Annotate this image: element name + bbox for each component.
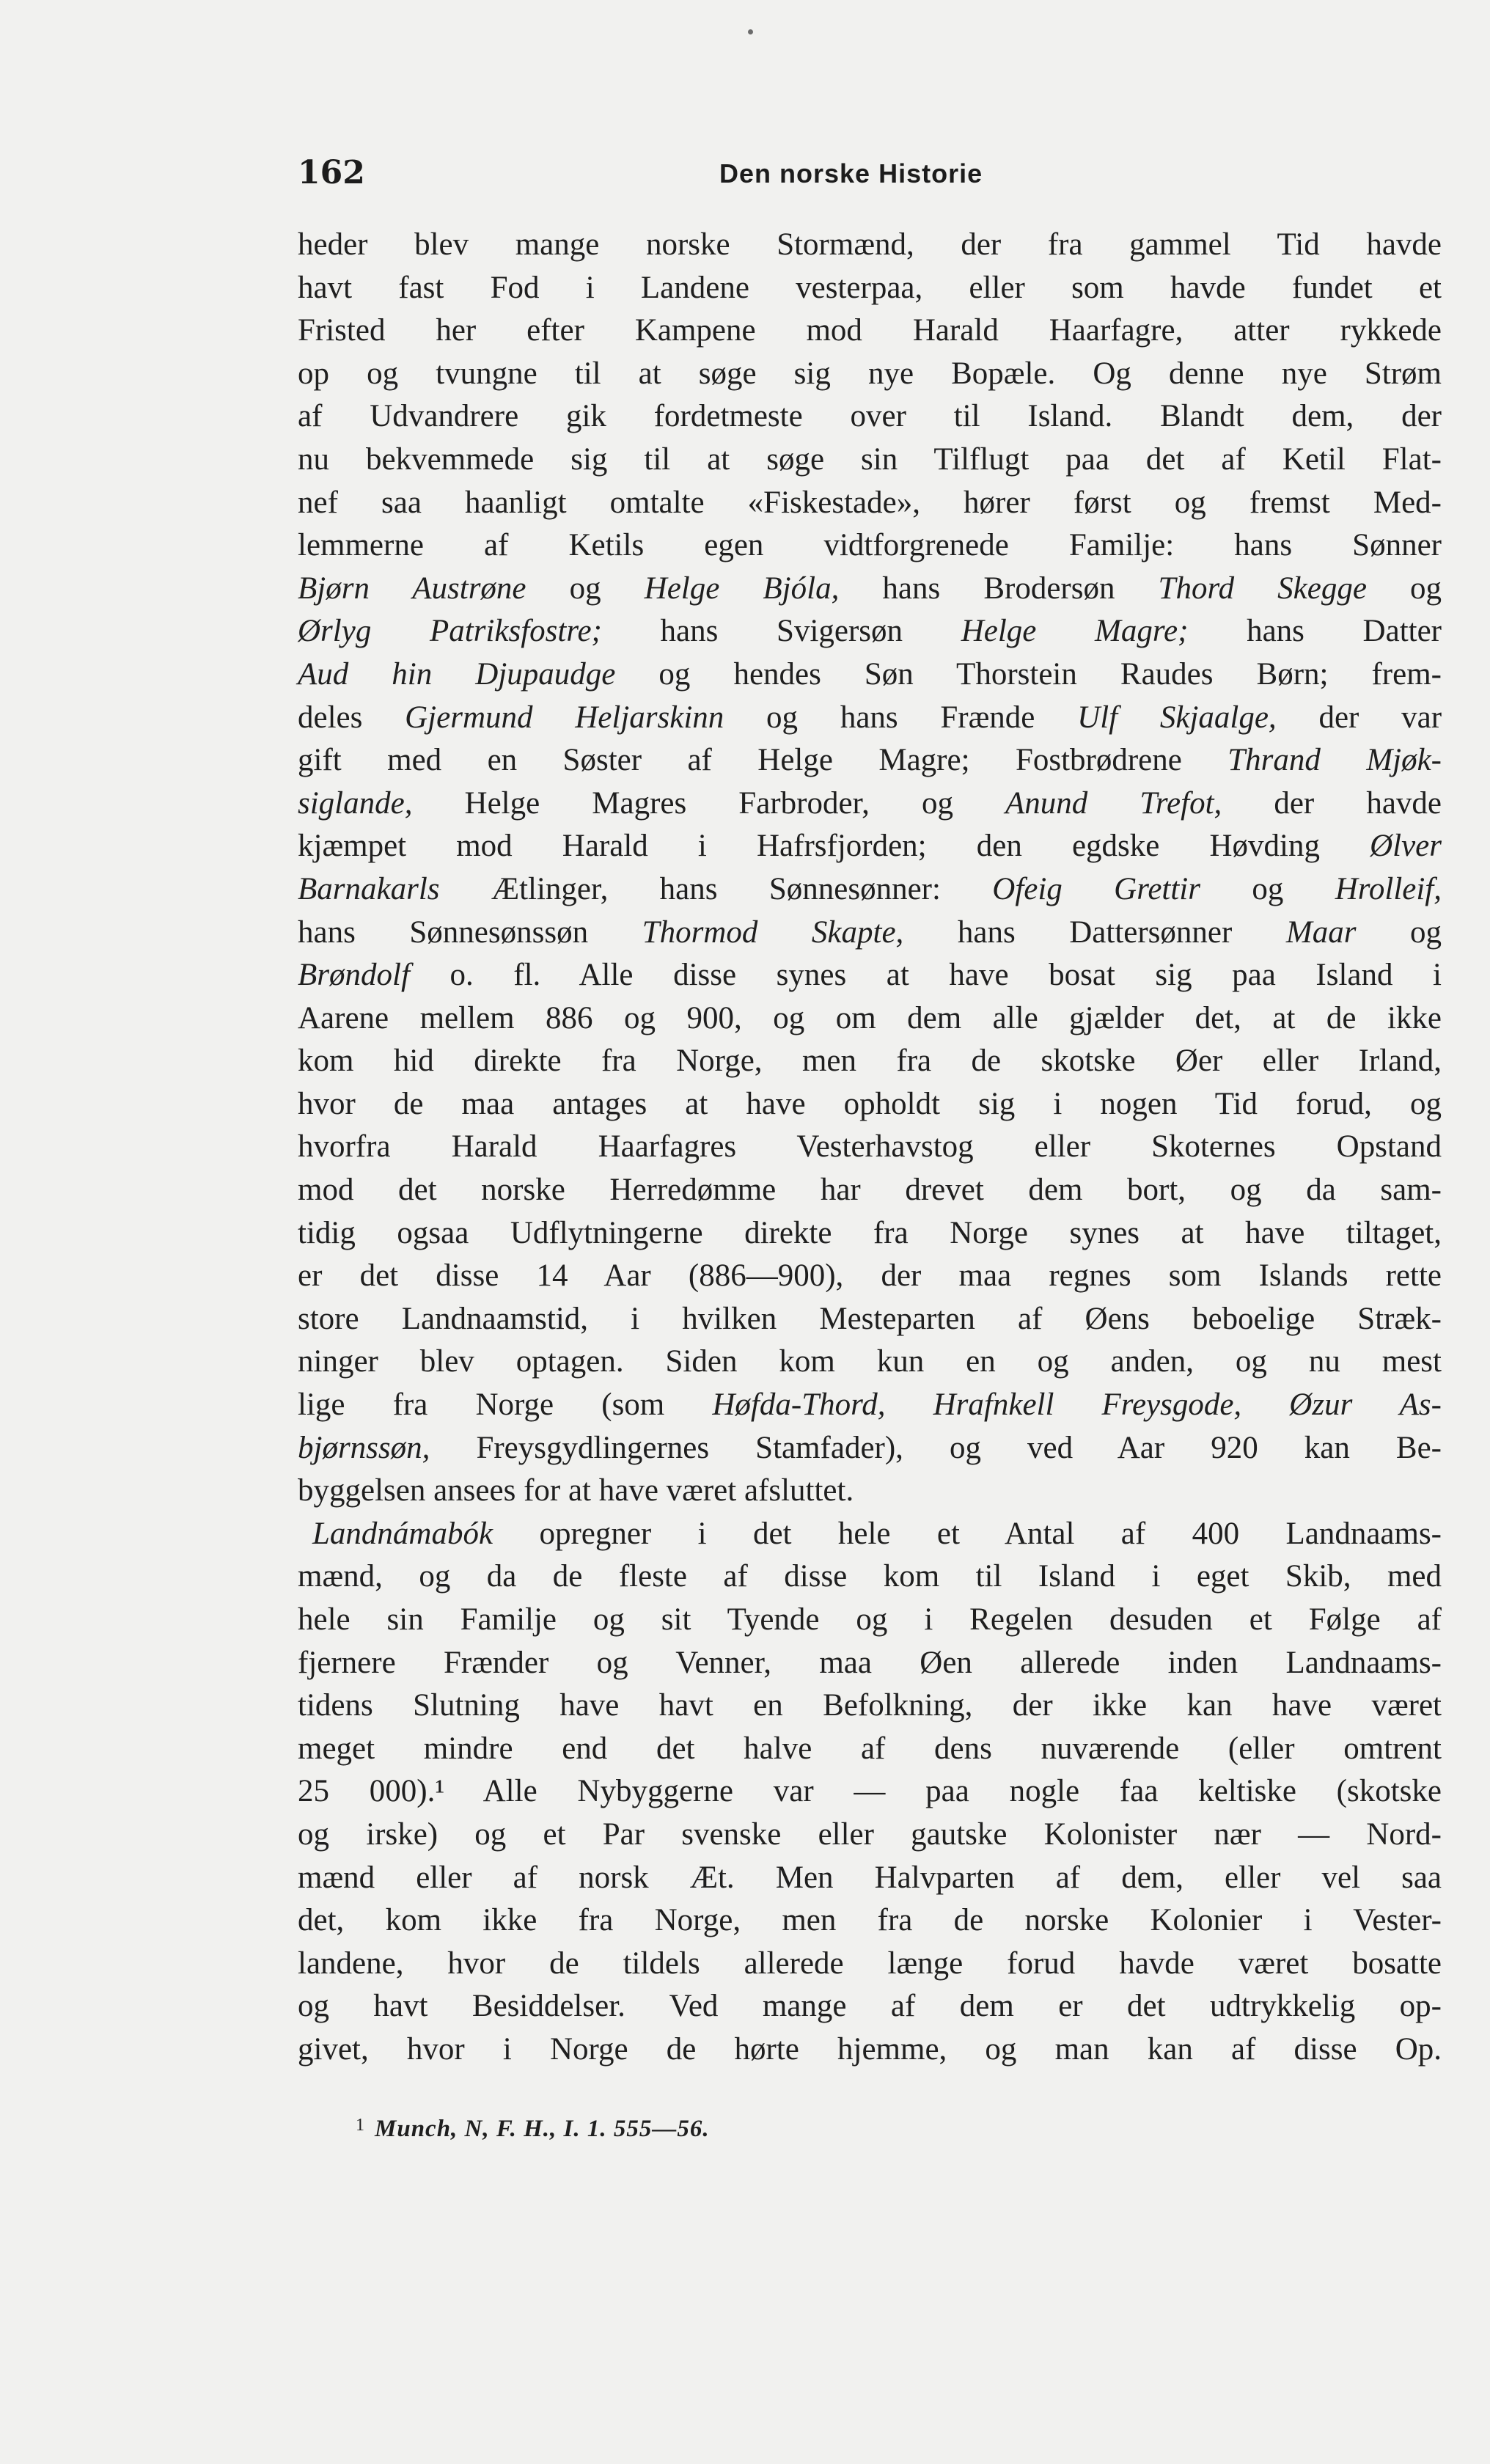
italic-text: Høfda-Thord, Hrafnkell Freysgode, Øzur As-: [712, 1387, 1442, 1423]
text-segment: og hans Frænde: [724, 700, 1078, 735]
text-line: [298, 224, 1442, 267]
text-segment: Freysgydlingernes Stamfader), og ved Aar 920 kan Be-: [430, 1430, 1442, 1465]
text-segment: hans Svigersøn: [601, 614, 961, 649]
text-line: [298, 309, 1442, 353]
text-line: [298, 1728, 1442, 1771]
text-line: [298, 439, 1442, 482]
text-line: [298, 954, 1442, 997]
text-segment: tidig ogsaa Udflytningerne direkte fra Norge synes at have tiltaget,: [298, 1215, 1442, 1250]
text-line: [298, 353, 1442, 396]
text-segment: kjæmpet mod Harald i Hafrsfjorden; den egdske Høvding: [298, 829, 1370, 864]
footnote-text: Munch, N, F. H., I. 1. 555—56.: [375, 2116, 710, 2142]
text-segment: kom hid direkte fra Norge, men fra de skotske Øer eller Irland,: [298, 1044, 1442, 1079]
italic-text: Maar: [1285, 914, 1357, 950]
text-segment: mænd eller af norsk Æt. Men Halvparten af dem, eller vel saa: [298, 1860, 1442, 1895]
text-line: [298, 2028, 1442, 2072]
page-number: 162: [298, 154, 365, 191]
text-segment: nu bekvemmede sig til at søge sin Tilflugt paa det af Ketil Flat-: [298, 441, 1442, 477]
text-line: [298, 1684, 1442, 1728]
text-line: [298, 1599, 1442, 1642]
text-line: [298, 697, 1442, 740]
text-line: [298, 1427, 1442, 1470]
text-line: [298, 825, 1442, 868]
text-line: [298, 1341, 1442, 1384]
page-header: [298, 154, 1442, 198]
text-line: [298, 1814, 1442, 1857]
italic-text: Gjermund Heljarskinn: [405, 700, 724, 735]
text-segment: meget mindre end det halve af dens nuværende (eller omtrent: [298, 1731, 1442, 1766]
text-segment: og: [1200, 871, 1335, 906]
italic-text: Landnámabók: [312, 1516, 493, 1551]
text-segment: Helge Magres Farbroder, og: [412, 785, 1006, 821]
text-line: [298, 1770, 1442, 1814]
text-line: [298, 1040, 1442, 1083]
text-line: [298, 1513, 1442, 1556]
text-line: [298, 997, 1442, 1041]
italic-text: Ørlyg Patriksfostre;: [298, 614, 602, 649]
text-line: [298, 482, 1442, 525]
text-segment: 25 000).¹ Alle Nybyggerne var — paa nogle faa keltiske (skotske: [298, 1774, 1442, 1809]
text-line: [298, 1985, 1442, 2028]
italic-text: Hrolleif,: [1335, 871, 1442, 906]
text-segment: deles: [298, 700, 405, 735]
italic-text: bjørnssøn,: [298, 1430, 430, 1465]
italic-text: Thord Skegge: [1158, 571, 1367, 606]
text-segment: og hendes Søn Thorstein Raudes Børn; frem-: [615, 656, 1442, 692]
text-segment: det, kom ikke fra Norge, men fra de norske Kolonier i Vester-: [298, 1903, 1442, 1938]
text-segment: og: [526, 571, 645, 606]
text-line: [298, 1298, 1442, 1341]
text-segment: fjernere Frænder og Venner, maa Øen allerede inden Landnaams-: [298, 1645, 1442, 1680]
running-title: Den norske Historie: [719, 158, 983, 188]
text-line: [298, 1857, 1442, 1900]
italic-text: Brøndolf: [298, 958, 410, 993]
print-speck: [748, 29, 753, 34]
text-segment: hvor de maa antages at have opholdt sig i nogen Tid forud, og: [298, 1086, 1442, 1121]
text-segment: op og tvungne til at søge sig nye Bopæle. Og denne nye Strøm: [298, 356, 1442, 391]
text-line: [298, 1083, 1442, 1126]
text-line: [298, 1126, 1442, 1169]
text-line: [298, 267, 1442, 310]
text-segment: byggelsen ansees for at have været afsluttet.: [298, 1473, 854, 1508]
text-segment: ninger blev optagen. Siden kom kun en og anden, og nu mest: [298, 1344, 1442, 1379]
text-segment: Ætlinger, hans Sønnesønner:: [439, 871, 993, 906]
text-segment: store Landnaamstid, i hvilken Mesteparten af Øens beboelige Stræk-: [298, 1301, 1442, 1336]
text-line: [298, 1899, 1442, 1943]
text-line: [298, 1384, 1442, 1427]
text-line: [298, 1212, 1442, 1255]
text-segment: lige fra Norge (som: [298, 1387, 713, 1423]
text-segment: heder blev mange norske Stormænd, der fra gammel Tid havde: [298, 227, 1442, 262]
text-segment: landene, hvor de tildels allerede længe forud havde været bosatte: [298, 1946, 1442, 1981]
text-segment: hvorfra Harald Haarfagres Vesterhavstog eller Skoternes Opstand: [298, 1129, 1442, 1165]
text-line: [298, 1169, 1442, 1212]
text-segment: og: [1356, 914, 1442, 950]
text-line: [298, 395, 1442, 439]
text-segment: der havde: [1222, 785, 1442, 821]
text-segment: lemmerne af Ketils egen vidtforgrenede Familje: hans Sønner: [298, 528, 1442, 563]
text-segment: gift med en Søster af Helge Magre; Fostbrødrene: [298, 743, 1228, 778]
text-segment: og: [1366, 571, 1442, 606]
text-line: [298, 1943, 1442, 1986]
text-segment: Fristed her efter Kampene mod Harald Haarfagre, atter rykkede: [298, 313, 1442, 348]
italic-text: Ølver: [1370, 829, 1442, 864]
text-line: [298, 524, 1442, 568]
text-segment: hans Brodersøn: [839, 571, 1159, 606]
text-segment: opregner i det hele et Antal af 400 Landnaams-: [493, 1516, 1442, 1551]
text-segment: Aarene mellem 886 og 900, og om dem alle gjælder det, at de ikke: [298, 1000, 1442, 1035]
text-segment: hele sin Familje og sit Tyende og i Regelen desuden et Følge af: [298, 1602, 1442, 1637]
footnote-mark: 1: [356, 2116, 364, 2135]
italic-text: Barnakarls: [298, 871, 440, 906]
text-segment: og havt Besiddelser. Ved mange af dem er det udtrykkelig op-: [298, 1989, 1442, 2024]
text-line: [298, 1642, 1442, 1685]
italic-text: Helge Magre;: [961, 614, 1189, 649]
text-line: [298, 1470, 1442, 1513]
italic-text: Ofeig Grettir: [992, 871, 1200, 906]
italic-text: Helge Bjóla,: [644, 571, 840, 606]
text-segment: o. fl. Alle disse synes at have bosat sig paa Island i: [409, 958, 1442, 993]
italic-text: Aud hin Djupaudge: [298, 656, 616, 692]
text-segment: hans Sønnesønssøn: [298, 914, 642, 950]
text-line: [298, 610, 1442, 653]
text-line: [298, 653, 1442, 697]
text-segment: hans Datter: [1188, 614, 1442, 649]
text-segment: mænd, og da de fleste af disse kom til Island i eget Skib, med: [298, 1559, 1442, 1594]
italic-text: Thormod Skapte,: [642, 914, 904, 950]
text-line: [298, 1555, 1442, 1599]
text-segment: er det disse 14 Aar (886—900), der maa regnes som Islands rette: [298, 1258, 1442, 1294]
text-line: [298, 912, 1442, 955]
italic-text: siglande,: [298, 785, 413, 821]
text-line: [298, 568, 1442, 611]
italic-text: Ulf Skjaalge,: [1077, 700, 1277, 735]
text-segment: givet, hvor i Norge de hørte hjemme, og man kan af disse Op.: [298, 2031, 1442, 2067]
text-line: [298, 739, 1442, 782]
text-segment: af Udvandrere gik fordetmeste over til Island. Blandt dem, der: [298, 399, 1442, 434]
italic-text: Thrand Mjøk-: [1227, 743, 1442, 778]
text-segment: mod det norske Herredømme har drevet dem bort, og da sam-: [298, 1173, 1442, 1208]
text-segment: tidens Slutning have havt en Befolkning, der ikke kan have været: [298, 1688, 1442, 1723]
text-segment: havt fast Fod i Landene vesterpaa, eller som havde fundet et: [298, 270, 1442, 305]
body-text: [298, 224, 1442, 2072]
text-segment: og irske) og et Par svenske eller gautske Kolonister nær — Nord-: [298, 1816, 1442, 1852]
italic-text: Anund Trefot,: [1005, 785, 1222, 821]
italic-text: Bjørn Austrøne: [298, 571, 526, 606]
text-line: [298, 782, 1442, 826]
footnote: [356, 2116, 1382, 2143]
text-line: [298, 1255, 1442, 1298]
text-segment: hans Dattersønner: [903, 914, 1286, 950]
text-segment: der var: [1276, 700, 1442, 735]
text-segment: nef saa haanligt omtalte «Fiskestade», hører først og fremst Med-: [298, 485, 1442, 520]
text-line: [298, 868, 1442, 912]
